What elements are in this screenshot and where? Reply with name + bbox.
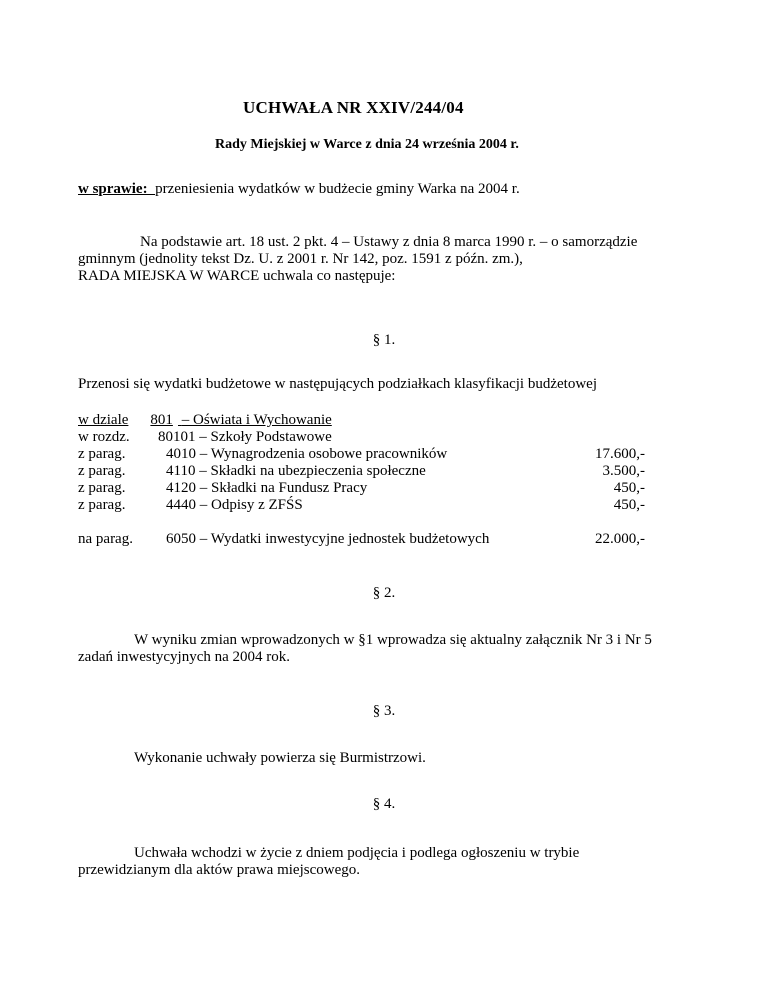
section-4-line-1: Uchwała wchodzi w życie z dniem podjęcia i podlega ogłoszeniu w trybie: [134, 845, 580, 861]
subject-label: w sprawie:: [78, 181, 156, 197]
budget-rozdz-prefix: w rozdz.: [78, 429, 130, 445]
row-desc: – Wydatki inwestycyjne jednostek budżetowych: [199, 531, 490, 547]
row-code: 6050: [166, 531, 196, 547]
table-row: [78, 446, 447, 463]
preamble-line-1: Na podstawie art. 18 ust. 2 pkt. 4 – Ustawy z dnia 8 marca 1990 r. – o samorządzie: [140, 234, 638, 250]
section-2-line-2: zadań inwestycyjnych na 2004 rok.: [78, 649, 291, 665]
row-prefix: na parag.: [78, 531, 133, 547]
row-code: 4010: [166, 446, 196, 462]
row-amount: 3.500,-: [602, 463, 645, 479]
row-prefix: z parag.: [78, 497, 126, 513]
preamble-line-2: gminnym (jednolity tekst Dz. U. z 2001 r. Nr 142, poz. 1591 z późn. zm.),: [78, 251, 523, 267]
target-amount: 22.000,-: [595, 531, 645, 547]
budget-dzial-row: [78, 412, 332, 429]
section-3-heading: § 3.: [372, 703, 396, 719]
section-4-heading: § 4.: [372, 796, 396, 812]
budget-rozdz-code: 80101: [158, 429, 196, 445]
row-prefix: z parag.: [78, 446, 126, 462]
row-code: 4440: [166, 497, 196, 513]
row-desc: – Składki na ubezpieczenia społeczne: [199, 463, 426, 479]
row-code: 4110: [166, 463, 196, 479]
row-code: 4120: [166, 480, 196, 496]
row-amount: 450,-: [613, 480, 645, 496]
budget-rozdz-row: [78, 429, 332, 446]
section-1-heading: § 1.: [372, 332, 396, 348]
row-desc: – Składki na Fundusz Pracy: [199, 480, 368, 496]
table-row: [78, 463, 426, 480]
section-2-line-1: W wyniku zmian wprowadzonych w §1 wprowadza się aktualny załącznik Nr 3 i Nr 5: [134, 632, 652, 648]
budget-dzial-prefix: w dziale 801: [78, 412, 173, 428]
row-desc: – Odpisy z ZFŚS: [199, 497, 303, 513]
section-2-heading: § 2.: [372, 585, 396, 601]
document-subtitle: Rady Miejskiej w Warce z dnia 24 września 2004 r.: [215, 137, 519, 152]
budget-dzial-desc: – Oświata i Wychowanie: [181, 412, 332, 428]
row-amount: 17.600,-: [595, 446, 645, 462]
row-desc: – Wynagrodzenia osobowe pracowników: [199, 446, 448, 462]
document-title: UCHWAŁA NR XXIV/244/04: [243, 98, 464, 117]
row-prefix: z parag.: [78, 463, 126, 479]
section-3-text: Wykonanie uchwały powierza się Burmistrzowi.: [134, 750, 426, 766]
budget-rozdz-desc: – Szkoły Podstawowe: [199, 429, 332, 445]
section-4-line-2: przewidzianym dla aktów prawa miejscowego.: [78, 862, 360, 878]
section-1-intro: Przenosi się wydatki budżetowe w następujących podziałkach klasyfikacji budżetowej: [78, 376, 597, 392]
subject-line: [78, 181, 520, 198]
table-row: [78, 497, 303, 514]
preamble-line-3: RADA MIEJSKA W WARCE uchwala co następuje:: [78, 268, 396, 284]
subject-text: przeniesienia wydatków w budżecie gminy Warka na 2004 r.: [155, 181, 520, 197]
budget-target-row: [78, 531, 489, 548]
row-prefix: z parag.: [78, 480, 126, 496]
row-amount: 450,-: [613, 497, 645, 513]
table-row: [78, 480, 367, 497]
